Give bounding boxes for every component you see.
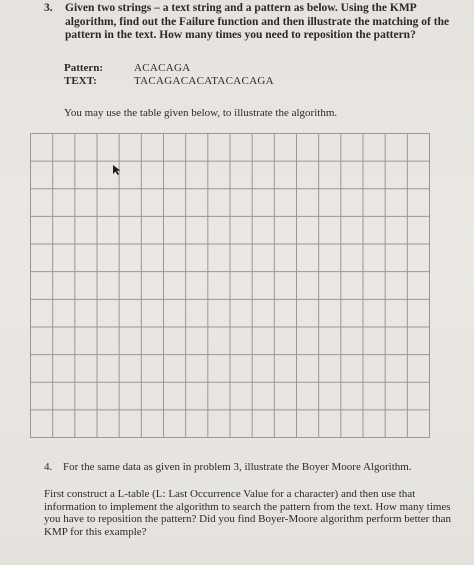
question-4-body: First construct a L-table (L: Last Occurrence Value for a character) and then use that information to implement the algorithm to search the pattern from the text. How many times you have to reposition the pattern? Did you find Boyer-Moore algorithm perform better than KMP for this example? (44, 488, 451, 538)
pattern-label: Pattern: (64, 62, 104, 74)
question-3-text: Given two strings – a text string and a pattern as below. Using the KMP algorithm, find out the Failure function and then illustrate the matching of the pattern in the text. How many times you need to reposition the pattern? (65, 2, 450, 41)
question-3 (44, 2, 454, 43)
pattern-value: ACACAGA (134, 62, 191, 74)
text-label: TEXT: (64, 75, 97, 87)
question-4-heading (44, 461, 412, 473)
question-4-title: For the same data as given in problem 3, illustrate the Boyer Moore Algorithm. (63, 461, 412, 473)
grid-lines (30, 133, 430, 438)
blank-table-grid (30, 133, 430, 438)
table-hint: You may use the table given below, to illustrate the algorithm. (64, 107, 338, 119)
question-3-number: 3. (44, 2, 53, 14)
question-4-number: 4. (44, 461, 53, 473)
mouse-cursor-icon (112, 163, 122, 181)
text-value: TACAGACACATACACAGA (134, 75, 274, 87)
